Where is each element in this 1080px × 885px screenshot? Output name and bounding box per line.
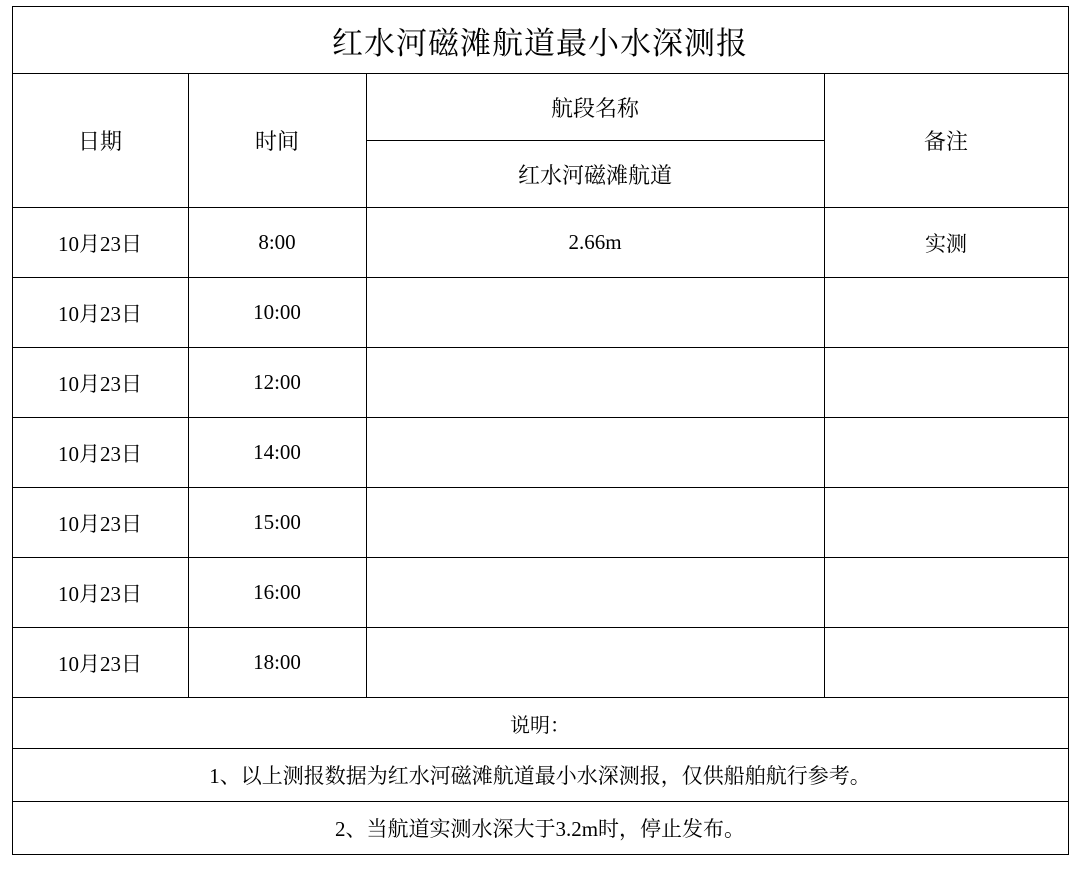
cell-date: 10月23日 <box>12 558 188 628</box>
cell-depth <box>366 278 824 348</box>
notes-item: 1、以上测报数据为红水河磁滩航道最小水深测报，仅供船舶航行参考。 <box>12 749 1068 802</box>
table-row <box>12 208 1068 278</box>
cell-depth: 2.66m <box>366 208 824 278</box>
table-row <box>12 348 1068 418</box>
page-title: 红水河磁滩航道最小水深测报 <box>12 7 1068 74</box>
header-row-top <box>12 74 1068 141</box>
table-row <box>12 418 1068 488</box>
notes-item-row <box>12 749 1068 802</box>
cell-time: 15:00 <box>188 488 366 558</box>
cell-depth <box>366 348 824 418</box>
cell-remark <box>824 278 1068 348</box>
column-header-date: 日期 <box>12 74 188 208</box>
notes-label: 说明： <box>12 698 1068 749</box>
cell-date: 10月23日 <box>12 628 188 698</box>
column-header-section-group: 航段名称 <box>366 74 824 141</box>
cell-remark <box>824 488 1068 558</box>
water-depth-report-table <box>12 6 1069 855</box>
cell-time: 8:00 <box>188 208 366 278</box>
cell-remark <box>824 348 1068 418</box>
cell-depth <box>366 628 824 698</box>
cell-date: 10月23日 <box>12 348 188 418</box>
table-row <box>12 488 1068 558</box>
cell-remark <box>824 558 1068 628</box>
cell-date: 10月23日 <box>12 208 188 278</box>
cell-remark: 实测 <box>824 208 1068 278</box>
notes-item-row <box>12 802 1068 855</box>
table-row <box>12 628 1068 698</box>
cell-date: 10月23日 <box>12 278 188 348</box>
title-row <box>12 7 1068 74</box>
cell-depth <box>366 558 824 628</box>
cell-time: 18:00 <box>188 628 366 698</box>
cell-time: 10:00 <box>188 278 366 348</box>
table-row <box>12 278 1068 348</box>
table-row <box>12 558 1068 628</box>
cell-time: 16:00 <box>188 558 366 628</box>
cell-remark <box>824 628 1068 698</box>
column-header-section-name: 红水河磁滩航道 <box>366 141 824 208</box>
notes-label-row <box>12 698 1068 749</box>
cell-date: 10月23日 <box>12 488 188 558</box>
cell-depth <box>366 418 824 488</box>
cell-time: 14:00 <box>188 418 366 488</box>
column-header-time: 时间 <box>188 74 366 208</box>
cell-date: 10月23日 <box>12 418 188 488</box>
notes-item: 2、当航道实测水深大于3.2m时，停止发布。 <box>12 802 1068 855</box>
cell-depth <box>366 488 824 558</box>
cell-time: 12:00 <box>188 348 366 418</box>
column-header-remark: 备注 <box>824 74 1068 208</box>
cell-remark <box>824 418 1068 488</box>
